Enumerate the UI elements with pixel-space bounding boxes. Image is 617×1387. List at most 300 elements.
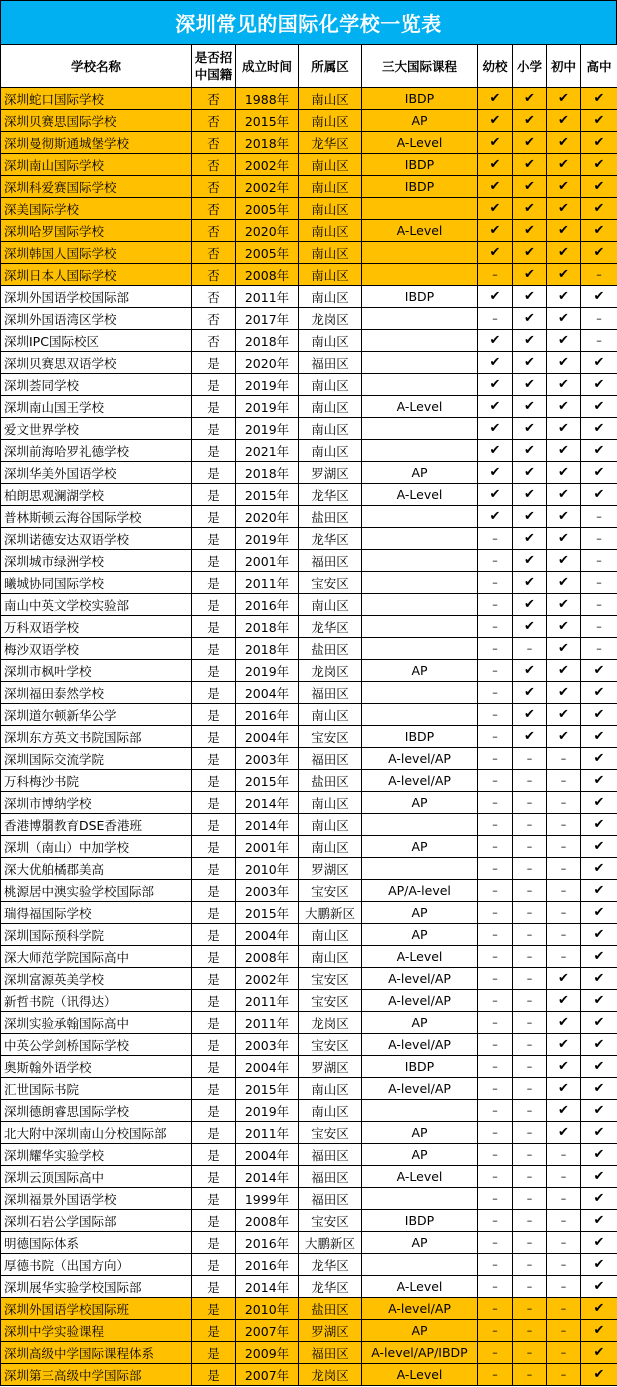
cell-founded: 2003年 bbox=[236, 748, 299, 770]
header-curriculum: 三大国际课程 bbox=[362, 44, 478, 88]
cell-primary-check-icon: ✔ bbox=[513, 484, 547, 506]
cell-curriculum: AP bbox=[362, 660, 478, 682]
cell-middle-check-icon: ✔ bbox=[547, 110, 581, 132]
cell-middle-check-icon: ✔ bbox=[547, 968, 581, 990]
cell-district: 宝安区 bbox=[299, 1122, 362, 1144]
cell-school-name: 深圳外国语学校国际班 bbox=[1, 1298, 192, 1320]
cell-kindergarten-dash-icon: – bbox=[478, 1364, 513, 1386]
cell-school-name: 深圳（南山）中加学校 bbox=[1, 836, 192, 858]
cell-curriculum bbox=[362, 528, 478, 550]
cell-accepts-chinese: 否 bbox=[192, 286, 236, 308]
cell-middle-check-icon: ✔ bbox=[547, 176, 581, 198]
cell-district: 福田区 bbox=[299, 1342, 362, 1364]
cell-high-check-icon: ✔ bbox=[581, 880, 617, 902]
cell-curriculum bbox=[362, 418, 478, 440]
cell-curriculum: IBDP bbox=[362, 1210, 478, 1232]
cell-founded: 2018年 bbox=[236, 616, 299, 638]
cell-school-name: 爱文世界学校 bbox=[1, 418, 192, 440]
cell-high-check-icon: ✔ bbox=[581, 1078, 617, 1100]
cell-curriculum bbox=[362, 638, 478, 660]
cell-school-name: 深圳蛇口国际学校 bbox=[1, 88, 192, 110]
cell-high-check-icon: ✔ bbox=[581, 176, 617, 198]
cell-curriculum: A-Level bbox=[362, 132, 478, 154]
cell-curriculum: A-Level bbox=[362, 396, 478, 418]
cell-curriculum bbox=[362, 704, 478, 726]
cell-school-name: 深圳实验承翰国际高中 bbox=[1, 1012, 192, 1034]
cell-middle-check-icon: ✔ bbox=[547, 264, 581, 286]
table-title: 深圳常见的国际化学校一览表 bbox=[0, 0, 617, 44]
cell-accepts-chinese: 是 bbox=[192, 946, 236, 968]
cell-accepts-chinese: 是 bbox=[192, 1232, 236, 1254]
cell-founded: 2015年 bbox=[236, 902, 299, 924]
cell-curriculum bbox=[362, 440, 478, 462]
cell-school-name: 瑞得福国际学校 bbox=[1, 902, 192, 924]
cell-district: 龙华区 bbox=[299, 616, 362, 638]
cell-school-name: 奥斯翰外语学校 bbox=[1, 1056, 192, 1078]
cell-district: 罗湖区 bbox=[299, 462, 362, 484]
cell-school-name: 深圳前海哈罗礼德学校 bbox=[1, 440, 192, 462]
cell-district: 南山区 bbox=[299, 704, 362, 726]
cell-middle-dash-icon: – bbox=[547, 1254, 581, 1276]
cell-school-name: 深圳哈罗国际学校 bbox=[1, 220, 192, 242]
cell-accepts-chinese: 是 bbox=[192, 682, 236, 704]
cell-curriculum: A-level/AP bbox=[362, 748, 478, 770]
cell-primary-dash-icon: – bbox=[513, 1144, 547, 1166]
cell-founded: 2002年 bbox=[236, 154, 299, 176]
cell-kindergarten-dash-icon: – bbox=[478, 638, 513, 660]
cell-primary-check-icon: ✔ bbox=[513, 418, 547, 440]
cell-middle-check-icon: ✔ bbox=[547, 132, 581, 154]
cell-district: 龙华区 bbox=[299, 484, 362, 506]
cell-kindergarten-dash-icon: – bbox=[478, 1056, 513, 1078]
cell-curriculum: IBDP bbox=[362, 176, 478, 198]
cell-kindergarten-dash-icon: – bbox=[478, 704, 513, 726]
cell-kindergarten-check-icon: ✔ bbox=[478, 132, 513, 154]
cell-kindergarten-dash-icon: – bbox=[478, 1012, 513, 1034]
cell-middle-check-icon: ✔ bbox=[547, 506, 581, 528]
cell-middle-check-icon: ✔ bbox=[547, 1078, 581, 1100]
cell-school-name: 深圳华美外国语学校 bbox=[1, 462, 192, 484]
cell-high-check-icon: ✔ bbox=[581, 110, 617, 132]
cell-accepts-chinese: 是 bbox=[192, 638, 236, 660]
cell-middle-check-icon: ✔ bbox=[547, 572, 581, 594]
cell-middle-dash-icon: – bbox=[547, 902, 581, 924]
cell-accepts-chinese: 否 bbox=[192, 308, 236, 330]
cell-district: 罗湖区 bbox=[299, 1320, 362, 1342]
cell-primary-check-icon: ✔ bbox=[513, 572, 547, 594]
cell-accepts-chinese: 是 bbox=[192, 374, 236, 396]
cell-kindergarten-dash-icon: – bbox=[478, 594, 513, 616]
cell-founded: 2014年 bbox=[236, 792, 299, 814]
cell-middle-dash-icon: – bbox=[547, 836, 581, 858]
cell-founded: 2019年 bbox=[236, 374, 299, 396]
cell-kindergarten-dash-icon: – bbox=[478, 770, 513, 792]
cell-curriculum bbox=[362, 352, 478, 374]
cell-founded: 2014年 bbox=[236, 1166, 299, 1188]
cell-curriculum: A-Level bbox=[362, 220, 478, 242]
cell-kindergarten-check-icon: ✔ bbox=[478, 176, 513, 198]
cell-kindergarten-dash-icon: – bbox=[478, 1122, 513, 1144]
cell-founded: 2005年 bbox=[236, 242, 299, 264]
cell-accepts-chinese: 是 bbox=[192, 1034, 236, 1056]
cell-district: 龙华区 bbox=[299, 132, 362, 154]
cell-kindergarten-dash-icon: – bbox=[478, 616, 513, 638]
cell-district: 南山区 bbox=[299, 836, 362, 858]
cell-founded: 2019年 bbox=[236, 528, 299, 550]
cell-kindergarten-dash-icon: – bbox=[478, 1144, 513, 1166]
cell-school-name: 北大附中深圳南山分校国际部 bbox=[1, 1122, 192, 1144]
cell-founded: 2008年 bbox=[236, 264, 299, 286]
cell-accepts-chinese: 是 bbox=[192, 1012, 236, 1034]
cell-school-name: 深圳科爱赛国际学校 bbox=[1, 176, 192, 198]
cell-curriculum bbox=[362, 506, 478, 528]
cell-accepts-chinese: 是 bbox=[192, 1210, 236, 1232]
cell-founded: 2007年 bbox=[236, 1320, 299, 1342]
cell-school-name: 深圳城市绿洲学校 bbox=[1, 550, 192, 572]
cell-middle-dash-icon: – bbox=[547, 1342, 581, 1364]
cell-district: 南山区 bbox=[299, 286, 362, 308]
cell-accepts-chinese: 是 bbox=[192, 1056, 236, 1078]
cell-school-name: 万科双语学校 bbox=[1, 616, 192, 638]
cell-school-name: 深圳IPC国际校区 bbox=[1, 330, 192, 352]
cell-kindergarten-check-icon: ✔ bbox=[478, 374, 513, 396]
header-school-name: 学校名称 bbox=[1, 44, 192, 88]
cell-high-dash-icon: – bbox=[581, 594, 617, 616]
cell-middle-check-icon: ✔ bbox=[547, 704, 581, 726]
cell-kindergarten-dash-icon: – bbox=[478, 924, 513, 946]
cell-school-name: 桃源居中澳实验学校国际部 bbox=[1, 880, 192, 902]
cell-high-check-icon: ✔ bbox=[581, 88, 617, 110]
cell-founded: 2016年 bbox=[236, 704, 299, 726]
cell-high-check-icon: ✔ bbox=[581, 1298, 617, 1320]
cell-primary-check-icon: ✔ bbox=[513, 264, 547, 286]
cell-kindergarten-dash-icon: – bbox=[478, 528, 513, 550]
cell-school-name: 深圳日本人国际学校 bbox=[1, 264, 192, 286]
cell-founded: 2015年 bbox=[236, 770, 299, 792]
cell-curriculum: AP bbox=[362, 462, 478, 484]
cell-founded: 2004年 bbox=[236, 1144, 299, 1166]
cell-kindergarten-dash-icon: – bbox=[478, 682, 513, 704]
cell-kindergarten-dash-icon: – bbox=[478, 1320, 513, 1342]
cell-curriculum: IBDP bbox=[362, 154, 478, 176]
cell-primary-dash-icon: – bbox=[513, 814, 547, 836]
cell-district: 福田区 bbox=[299, 1188, 362, 1210]
cell-kindergarten-dash-icon: – bbox=[478, 1034, 513, 1056]
cell-district: 福田区 bbox=[299, 1166, 362, 1188]
cell-district: 龙华区 bbox=[299, 1254, 362, 1276]
cell-district: 南山区 bbox=[299, 396, 362, 418]
cell-high-check-icon: ✔ bbox=[581, 374, 617, 396]
cell-accepts-chinese: 是 bbox=[192, 1254, 236, 1276]
cell-primary-dash-icon: – bbox=[513, 748, 547, 770]
cell-accepts-chinese: 是 bbox=[192, 572, 236, 594]
cell-school-name: 明德国际体系 bbox=[1, 1232, 192, 1254]
cell-school-name: 深圳市枫叶学校 bbox=[1, 660, 192, 682]
cell-school-name: 深圳石岩公学国际部 bbox=[1, 1210, 192, 1232]
header-founded: 成立时间 bbox=[236, 44, 299, 88]
cell-kindergarten-dash-icon: – bbox=[478, 858, 513, 880]
cell-primary-check-icon: ✔ bbox=[513, 176, 547, 198]
cell-accepts-chinese: 是 bbox=[192, 748, 236, 770]
cell-founded: 2002年 bbox=[236, 968, 299, 990]
cell-school-name: 万科梅沙书院 bbox=[1, 770, 192, 792]
cell-founded: 2016年 bbox=[236, 1254, 299, 1276]
cell-accepts-chinese: 否 bbox=[192, 242, 236, 264]
cell-school-name: 深圳曼彻斯通城堡学校 bbox=[1, 132, 192, 154]
cell-accepts-chinese: 是 bbox=[192, 1188, 236, 1210]
schools-table bbox=[0, 44, 617, 1386]
cell-kindergarten-dash-icon: – bbox=[478, 726, 513, 748]
cell-primary-check-icon: ✔ bbox=[513, 154, 547, 176]
cell-primary-dash-icon: – bbox=[513, 836, 547, 858]
cell-middle-dash-icon: – bbox=[547, 770, 581, 792]
cell-curriculum: A-Level bbox=[362, 1364, 478, 1386]
cell-school-name: 新哲书院（讯得达） bbox=[1, 990, 192, 1012]
cell-accepts-chinese: 是 bbox=[192, 352, 236, 374]
cell-kindergarten-dash-icon: – bbox=[478, 1298, 513, 1320]
cell-founded: 2019年 bbox=[236, 1100, 299, 1122]
cell-high-dash-icon: – bbox=[581, 264, 617, 286]
cell-primary-dash-icon: – bbox=[513, 1188, 547, 1210]
cell-primary-check-icon: ✔ bbox=[513, 660, 547, 682]
cell-school-name: 深圳贝赛思国际学校 bbox=[1, 110, 192, 132]
cell-primary-dash-icon: – bbox=[513, 1122, 547, 1144]
cell-kindergarten-dash-icon: – bbox=[478, 1078, 513, 1100]
cell-middle-check-icon: ✔ bbox=[547, 990, 581, 1012]
cell-primary-check-icon: ✔ bbox=[513, 352, 547, 374]
cell-district: 南山区 bbox=[299, 924, 362, 946]
cell-founded: 2008年 bbox=[236, 946, 299, 968]
cell-founded: 2018年 bbox=[236, 638, 299, 660]
cell-middle-dash-icon: – bbox=[547, 792, 581, 814]
cell-founded: 2010年 bbox=[236, 1298, 299, 1320]
cell-primary-dash-icon: – bbox=[513, 1056, 547, 1078]
cell-primary-dash-icon: – bbox=[513, 1276, 547, 1298]
cell-primary-check-icon: ✔ bbox=[513, 462, 547, 484]
cell-school-name: 深圳南山国际学校 bbox=[1, 154, 192, 176]
header-high: 高中 bbox=[581, 44, 617, 88]
cell-founded: 2020年 bbox=[236, 220, 299, 242]
cell-district: 南山区 bbox=[299, 154, 362, 176]
cell-district: 盐田区 bbox=[299, 638, 362, 660]
cell-high-check-icon: ✔ bbox=[581, 1254, 617, 1276]
cell-middle-check-icon: ✔ bbox=[547, 374, 581, 396]
cell-primary-dash-icon: – bbox=[513, 1342, 547, 1364]
cell-school-name: 深圳福田泰然学校 bbox=[1, 682, 192, 704]
cell-curriculum: A-level/AP bbox=[362, 1078, 478, 1100]
cell-district: 盐田区 bbox=[299, 1298, 362, 1320]
cell-founded: 2009年 bbox=[236, 1342, 299, 1364]
cell-primary-check-icon: ✔ bbox=[513, 110, 547, 132]
cell-middle-check-icon: ✔ bbox=[547, 550, 581, 572]
cell-kindergarten-dash-icon: – bbox=[478, 1342, 513, 1364]
cell-founded: 1999年 bbox=[236, 1188, 299, 1210]
cell-high-check-icon: ✔ bbox=[581, 132, 617, 154]
cell-middle-check-icon: ✔ bbox=[547, 440, 581, 462]
cell-primary-check-icon: ✔ bbox=[513, 220, 547, 242]
cell-district: 南山区 bbox=[299, 418, 362, 440]
cell-primary-dash-icon: – bbox=[513, 1232, 547, 1254]
cell-primary-dash-icon: – bbox=[513, 880, 547, 902]
cell-school-name: 普林斯顿云海谷国际学校 bbox=[1, 506, 192, 528]
cell-school-name: 深圳荟同学校 bbox=[1, 374, 192, 396]
cell-school-name: 柏朗思观澜湖学校 bbox=[1, 484, 192, 506]
cell-high-dash-icon: – bbox=[581, 572, 617, 594]
cell-primary-dash-icon: – bbox=[513, 1012, 547, 1034]
cell-kindergarten-dash-icon: – bbox=[478, 880, 513, 902]
cell-curriculum: AP bbox=[362, 836, 478, 858]
cell-accepts-chinese: 是 bbox=[192, 836, 236, 858]
cell-kindergarten-check-icon: ✔ bbox=[478, 418, 513, 440]
cell-school-name: 曦城协同国际学校 bbox=[1, 572, 192, 594]
cell-accepts-chinese: 否 bbox=[192, 88, 236, 110]
cell-primary-check-icon: ✔ bbox=[513, 704, 547, 726]
cell-school-name: 深圳中学实验课程 bbox=[1, 1320, 192, 1342]
cell-school-name: 深圳展华实验学校国际部 bbox=[1, 1276, 192, 1298]
cell-middle-dash-icon: – bbox=[547, 1166, 581, 1188]
cell-accepts-chinese: 是 bbox=[192, 902, 236, 924]
cell-middle-check-icon: ✔ bbox=[547, 660, 581, 682]
cell-high-check-icon: ✔ bbox=[581, 726, 617, 748]
cell-district: 宝安区 bbox=[299, 726, 362, 748]
cell-high-check-icon: ✔ bbox=[581, 1100, 617, 1122]
cell-district: 宝安区 bbox=[299, 1034, 362, 1056]
cell-high-check-icon: ✔ bbox=[581, 748, 617, 770]
cell-school-name: 深圳福景外国语学校 bbox=[1, 1188, 192, 1210]
cell-founded: 2005年 bbox=[236, 198, 299, 220]
cell-high-dash-icon: – bbox=[581, 638, 617, 660]
cell-primary-dash-icon: – bbox=[513, 638, 547, 660]
cell-accepts-chinese: 是 bbox=[192, 528, 236, 550]
cell-accepts-chinese: 是 bbox=[192, 858, 236, 880]
cell-school-name: 深圳诺德安达双语学校 bbox=[1, 528, 192, 550]
cell-district: 龙岗区 bbox=[299, 1012, 362, 1034]
cell-kindergarten-check-icon: ✔ bbox=[478, 198, 513, 220]
cell-founded: 2018年 bbox=[236, 132, 299, 154]
cell-high-check-icon: ✔ bbox=[581, 1364, 617, 1386]
cell-accepts-chinese: 否 bbox=[192, 110, 236, 132]
cell-accepts-chinese: 是 bbox=[192, 1166, 236, 1188]
cell-kindergarten-check-icon: ✔ bbox=[478, 484, 513, 506]
cell-founded: 2002年 bbox=[236, 176, 299, 198]
cell-high-check-icon: ✔ bbox=[581, 770, 617, 792]
cell-curriculum bbox=[362, 1188, 478, 1210]
cell-high-check-icon: ✔ bbox=[581, 1188, 617, 1210]
cell-accepts-chinese: 是 bbox=[192, 616, 236, 638]
cell-founded: 2016年 bbox=[236, 1232, 299, 1254]
header-primary: 小学 bbox=[513, 44, 547, 88]
cell-middle-check-icon: ✔ bbox=[547, 242, 581, 264]
cell-primary-check-icon: ✔ bbox=[513, 132, 547, 154]
cell-primary-check-icon: ✔ bbox=[513, 308, 547, 330]
cell-accepts-chinese: 是 bbox=[192, 924, 236, 946]
cell-high-dash-icon: – bbox=[581, 550, 617, 572]
cell-founded: 2004年 bbox=[236, 682, 299, 704]
cell-district: 南山区 bbox=[299, 330, 362, 352]
cell-primary-dash-icon: – bbox=[513, 902, 547, 924]
cell-accepts-chinese: 是 bbox=[192, 462, 236, 484]
cell-middle-check-icon: ✔ bbox=[547, 198, 581, 220]
cell-curriculum bbox=[362, 550, 478, 572]
cell-kindergarten-dash-icon: – bbox=[478, 1188, 513, 1210]
cell-accepts-chinese: 是 bbox=[192, 704, 236, 726]
cell-primary-dash-icon: – bbox=[513, 946, 547, 968]
cell-kindergarten-dash-icon: – bbox=[478, 946, 513, 968]
cell-kindergarten-check-icon: ✔ bbox=[478, 88, 513, 110]
cell-middle-dash-icon: – bbox=[547, 946, 581, 968]
cell-curriculum: AP bbox=[362, 1320, 478, 1342]
cell-middle-dash-icon: – bbox=[547, 880, 581, 902]
cell-middle-dash-icon: – bbox=[547, 1210, 581, 1232]
cell-primary-dash-icon: – bbox=[513, 1210, 547, 1232]
cell-kindergarten-check-icon: ✔ bbox=[478, 506, 513, 528]
cell-founded: 2004年 bbox=[236, 726, 299, 748]
cell-founded: 2011年 bbox=[236, 1122, 299, 1144]
cell-curriculum bbox=[362, 858, 478, 880]
cell-primary-check-icon: ✔ bbox=[513, 242, 547, 264]
cell-high-check-icon: ✔ bbox=[581, 990, 617, 1012]
cell-curriculum: AP/A-level bbox=[362, 880, 478, 902]
cell-kindergarten-dash-icon: – bbox=[478, 572, 513, 594]
cell-high-check-icon: ✔ bbox=[581, 1144, 617, 1166]
cell-district: 龙岗区 bbox=[299, 308, 362, 330]
cell-school-name: 深圳德朗睿思国际学校 bbox=[1, 1100, 192, 1122]
cell-primary-check-icon: ✔ bbox=[513, 396, 547, 418]
cell-high-check-icon: ✔ bbox=[581, 1232, 617, 1254]
cell-school-name: 深大优舶橘郡美高 bbox=[1, 858, 192, 880]
cell-high-check-icon: ✔ bbox=[581, 902, 617, 924]
cell-high-check-icon: ✔ bbox=[581, 462, 617, 484]
cell-school-name: 深圳国际预科学院 bbox=[1, 924, 192, 946]
cell-middle-check-icon: ✔ bbox=[547, 418, 581, 440]
cell-founded: 2004年 bbox=[236, 1056, 299, 1078]
cell-kindergarten-check-icon: ✔ bbox=[478, 220, 513, 242]
cell-district: 福田区 bbox=[299, 748, 362, 770]
cell-founded: 2011年 bbox=[236, 286, 299, 308]
cell-kindergarten-dash-icon: – bbox=[478, 792, 513, 814]
cell-curriculum: AP bbox=[362, 902, 478, 924]
cell-high-check-icon: ✔ bbox=[581, 1342, 617, 1364]
cell-accepts-chinese: 是 bbox=[192, 1100, 236, 1122]
cell-accepts-chinese: 是 bbox=[192, 814, 236, 836]
cell-school-name: 深圳外国语湾区学校 bbox=[1, 308, 192, 330]
cell-district: 南山区 bbox=[299, 264, 362, 286]
cell-district: 南山区 bbox=[299, 110, 362, 132]
cell-high-check-icon: ✔ bbox=[581, 396, 617, 418]
cell-kindergarten-check-icon: ✔ bbox=[478, 110, 513, 132]
cell-accepts-chinese: 是 bbox=[192, 1144, 236, 1166]
cell-school-name: 中英公学剑桥国际学校 bbox=[1, 1034, 192, 1056]
cell-school-name: 深圳富源英美学校 bbox=[1, 968, 192, 990]
cell-founded: 2003年 bbox=[236, 880, 299, 902]
cell-founded: 2020年 bbox=[236, 506, 299, 528]
cell-curriculum: IBDP bbox=[362, 1056, 478, 1078]
cell-school-name: 深圳市博纳学校 bbox=[1, 792, 192, 814]
cell-curriculum bbox=[362, 572, 478, 594]
cell-curriculum bbox=[362, 330, 478, 352]
cell-primary-dash-icon: – bbox=[513, 1254, 547, 1276]
cell-district: 南山区 bbox=[299, 176, 362, 198]
cell-district: 福田区 bbox=[299, 550, 362, 572]
cell-middle-dash-icon: – bbox=[547, 814, 581, 836]
cell-kindergarten-dash-icon: – bbox=[478, 968, 513, 990]
cell-district: 罗湖区 bbox=[299, 858, 362, 880]
cell-high-check-icon: ✔ bbox=[581, 1034, 617, 1056]
cell-accepts-chinese: 是 bbox=[192, 792, 236, 814]
cell-accepts-chinese: 是 bbox=[192, 396, 236, 418]
cell-district: 南山区 bbox=[299, 1100, 362, 1122]
cell-high-check-icon: ✔ bbox=[581, 946, 617, 968]
